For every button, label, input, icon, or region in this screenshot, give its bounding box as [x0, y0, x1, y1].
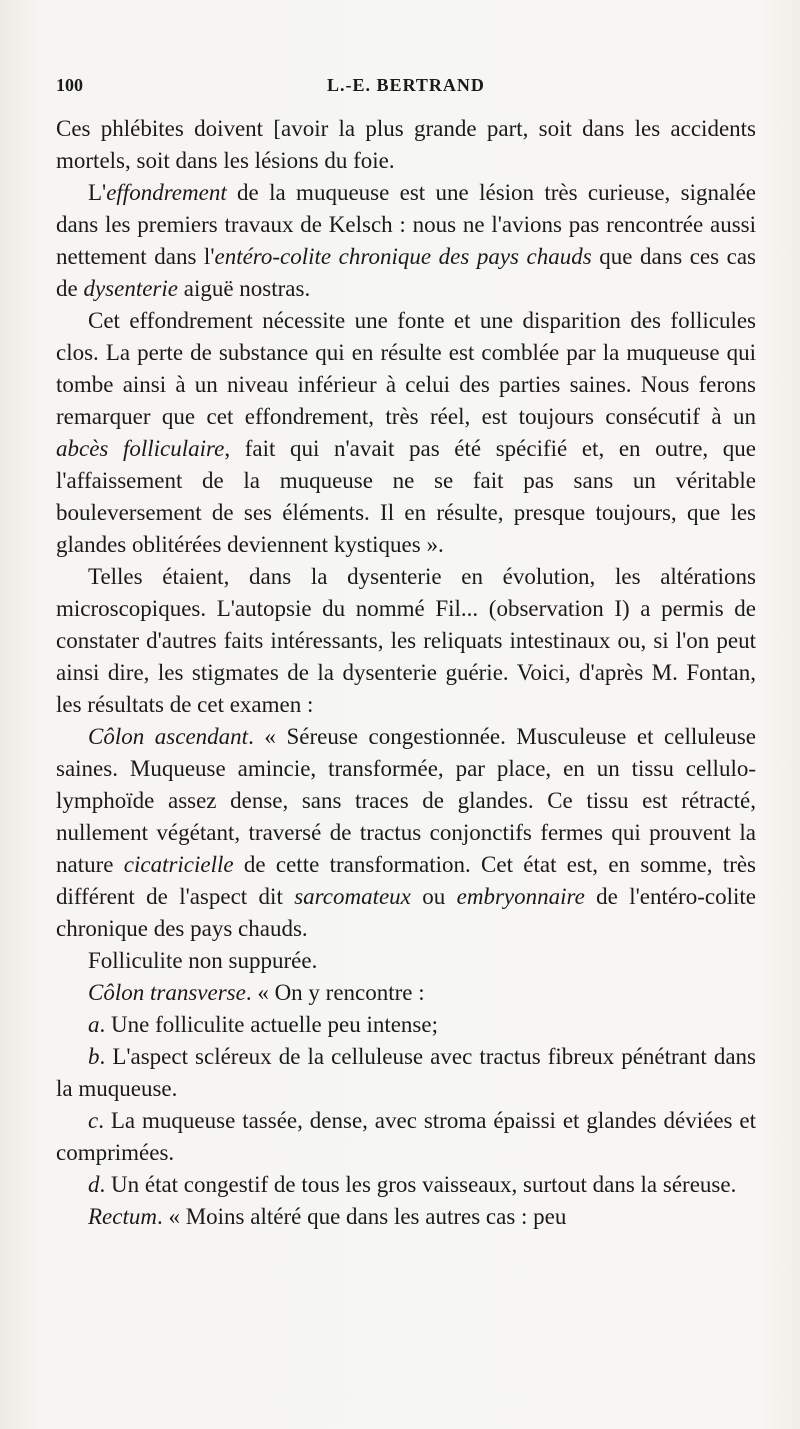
running-header — [56, 75, 756, 99]
italic-run: entéro-colite chronique des pays chauds — [214, 244, 592, 269]
paragraph — [56, 113, 756, 177]
text-run: de la muqueuse est une lésion très curieuse, signalée dans les premiers travaux de Kelsch : nous ne l'avions pas rencontrée aussi nettement dans l' — [56, 180, 756, 269]
italic-run: embryonnaire — [456, 884, 585, 909]
paragraph — [56, 1169, 756, 1201]
italic-run: dysenterie — [83, 276, 178, 301]
italic-run: effondrement — [106, 180, 227, 205]
text-run: de l'entéro-colite chronique des pays chauds. — [56, 884, 756, 941]
paragraph — [56, 721, 756, 945]
italic-run: Côlon ascendant — [88, 724, 249, 749]
text-run: . « On y rencontre : — [245, 980, 425, 1005]
paragraph — [56, 1105, 756, 1169]
text-run: . Un état congestif de tous les gros vaisseaux, surtout dans la séreuse. — [99, 1172, 737, 1197]
text-run: . Une folliculite actuelle peu intense; — [99, 1012, 438, 1037]
running-title: L.-E. BERTRAND — [327, 75, 485, 95]
italic-run: Côlon transverse — [88, 980, 246, 1005]
italic-run: d — [88, 1172, 100, 1197]
text-run: de cette transformation. Cet état est, en somme, très différent de l'aspect dit — [56, 852, 757, 909]
text-run: ou — [410, 884, 457, 909]
text-run: L' — [88, 180, 107, 205]
italic-run: sarcomateux — [294, 884, 411, 909]
italic-run: a — [88, 1012, 100, 1037]
text-run: aiguë nostras. — [177, 276, 311, 301]
italic-run: Rectum — [88, 1204, 157, 1229]
italic-run: abcès folliculaire — [56, 436, 225, 461]
text-run: Telles étaient, dans la dysenterie en évolution, les altérations microscopiques. L'autopsie du nommé Fil... (observation I) a permis de constater d'autres faits intéressants, les reliquats intestinaux ou, si l'on peut ainsi dire, les stigmates de la dysenterie guérie. Voici, d'après M. Fontan, les résultats de cet examen : — [56, 564, 756, 717]
paragraph — [56, 945, 756, 977]
text-run: . La muqueuse tassée, dense, avec stroma épaissi et glandes déviées et comprimées. — [56, 1108, 756, 1165]
text-run: Ces phlébites doivent [avoir la plus grande part, soit dans les accidents mortels, soit dans les lésions du foie. — [56, 116, 756, 173]
italic-run: c — [88, 1108, 99, 1133]
text-run: Cet effondrement nécessite une fonte et une disparition des follicules clos. La perte de substance qui en résulte est comblée par la muqueuse qui tombe ainsi à un niveau inférieur à celui des parties saines. Nous ferons remarquer que cet effondrement, très réel, est toujours consécutif à un — [56, 308, 756, 429]
paragraph — [56, 561, 756, 721]
paragraph — [56, 977, 756, 1009]
text-run: . « Moins altéré que dans les autres cas : peu — [156, 1204, 567, 1229]
text-run: que dans ces cas de — [56, 244, 756, 301]
body-text — [56, 113, 756, 1233]
paragraph — [56, 305, 756, 561]
italic-run: cicatricielle — [123, 852, 234, 877]
page-number: 100 — [56, 75, 83, 95]
text-run: Folliculite non suppurée. — [88, 948, 318, 973]
text-run: , fait qui n'avait pas été spécifié et, en outre, que l'affaissement de la muqueuse ne se fait pas sans un véritable bouleversement de ses éléments. Il en résulte, presque toujours, que les glandes oblitérées deviennent kystiques ». — [56, 436, 756, 557]
italic-run: b — [88, 1044, 100, 1069]
paragraph — [56, 177, 756, 305]
paragraph — [56, 1009, 756, 1041]
text-run: . L'aspect scléreux de la celluleuse avec tractus fibreux pénétrant dans la muqueuse. — [56, 1044, 756, 1101]
text-run: . « Séreuse congestionnée. Musculeuse et celluleuse saines. Muqueuse amincie, transformée, par place, en un tissu cellulo-lymphoïde assez dense, sans traces de glandes. Ce tissu est rétracté, nullement végétant, traversé de tractus conjonctifs fermes qui prouvent la nature — [56, 724, 756, 877]
paragraph — [56, 1201, 756, 1233]
paragraph — [56, 1041, 756, 1105]
